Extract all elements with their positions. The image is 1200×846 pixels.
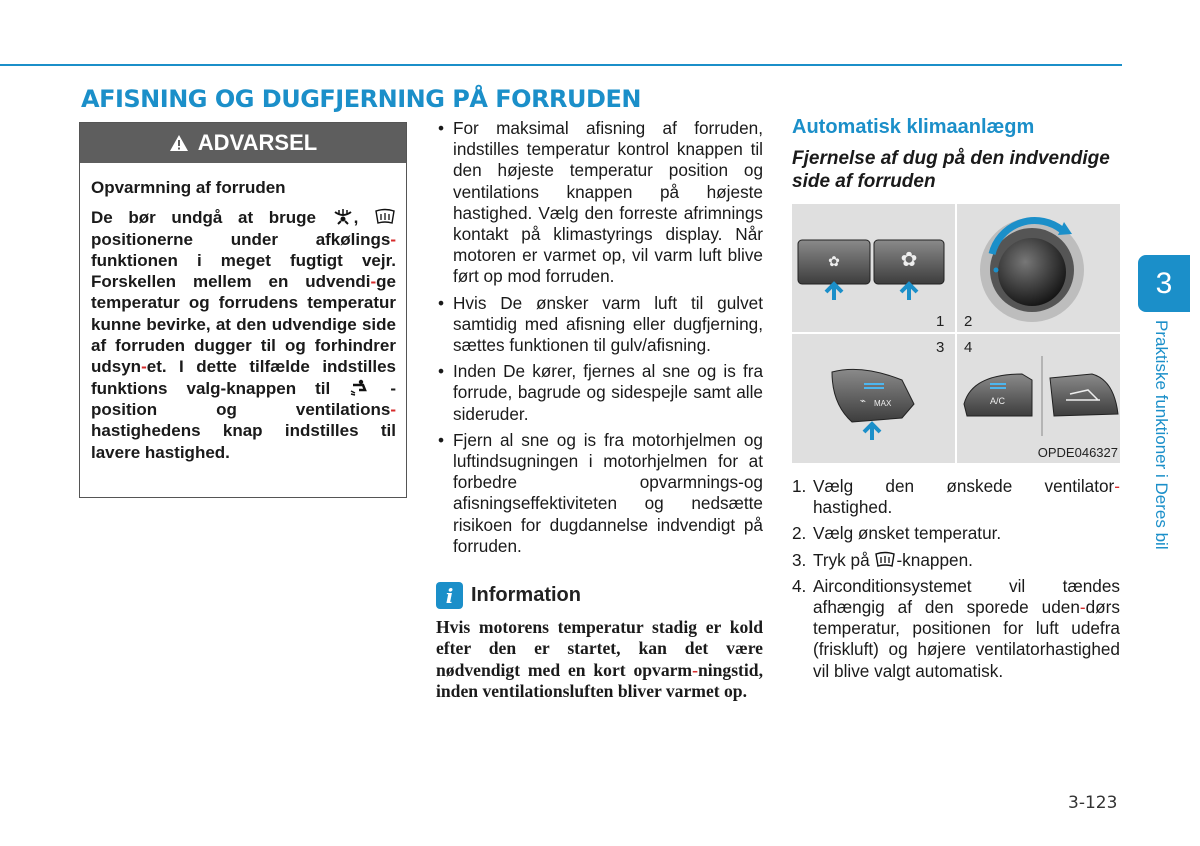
temperature-knob	[980, 218, 1084, 322]
warning-box	[79, 122, 407, 498]
arrow-up-icon	[864, 424, 880, 440]
max-defrost-button	[832, 369, 914, 422]
floor-mode-icon	[349, 379, 371, 396]
warning-triangle-icon	[169, 134, 189, 152]
info-icon: i	[436, 582, 463, 609]
climate-control-figure	[792, 204, 1120, 463]
bullet-list	[436, 118, 763, 557]
front-defrost-icon	[374, 208, 396, 225]
list-item: • Fjern al sne og is fra motorhjelmen og luftindsugningen i motorhjelmen for at forbedre opvarmnings-og afisningseffektiviteten og nedsætte risikoen for dugdannelse indvendigt på forruden.	[436, 430, 763, 557]
information-heading: Information	[471, 584, 581, 607]
top-rule	[0, 64, 1122, 66]
middle-column	[436, 118, 763, 702]
svg-text:⌁: ⌁	[860, 396, 867, 407]
section-subtitle: Fjernelse af dug på den indvendige side af forruden	[792, 148, 1110, 192]
page-number: 3-123	[1068, 793, 1118, 813]
callout-4: 4	[964, 339, 973, 356]
ac-button	[964, 374, 1032, 416]
recirculation-button	[1050, 374, 1118, 416]
arrow-up-icon	[826, 284, 842, 300]
front-defrost-icon	[874, 551, 896, 568]
information-text: Hvis motorens temperatur stadig er kold efter den er startet, kan det være nødvendigt med en kort opvarm-ningstid, inden ventilationsluften bliver varmet op.	[436, 617, 763, 701]
list-item: • For maksimal afisning af forruden, indstilles temperatur kontrol knappen til den højeste temperatur position og ventilations knappen på højeste hastighed. Vælg den forreste afrimnings kontakt på klimastyrings display. Når motoren er varmet op, vil varm luft blive ført op mod forruden.	[436, 118, 763, 288]
fan-down-button	[798, 240, 870, 284]
figure-code: OPDE046327	[1037, 445, 1118, 460]
list-item: 2. Vælg ønsket temperatur.	[792, 523, 1002, 544]
page-title: AFISNING OG DUGFJERNING PÅ FORRUDEN	[81, 85, 641, 113]
information-header	[436, 582, 763, 609]
list-item: 1. Vælg den ønskede ventilator- hastighed.	[792, 476, 1120, 518]
svg-text:✿: ✿	[828, 254, 840, 270]
arrow-up-icon	[901, 284, 917, 300]
climate-panel-illustration	[792, 204, 1120, 463]
section-title: Automatisk klimaanlægm	[792, 116, 1035, 138]
fan-up-button	[874, 240, 944, 284]
svg-text:A/C: A/C	[990, 396, 1006, 406]
defrost-floor-mode-icon	[332, 208, 354, 225]
chapter-label: Praktiske funktioner i Deres bil	[1152, 320, 1171, 550]
warning-subheading: Opvarmning af forruden	[91, 178, 286, 197]
warning-text: De bør undgå at bruge , positionerne under afkølings- funktionen i meget fugtigt vejr. Forskellen mellem en udvendi-ge temperatur og forrudens temperatur kunne bevirke, at den udvendige side af forruden dugger til og forhindrer udsyn-et. I dette tilfælde indstilles funktions valg-knappen til - position og ventilations- hastighedens knap indstilles til lavere hastighed.	[91, 208, 397, 462]
list-item: 3. Tryk på -knappen.	[792, 549, 973, 570]
list-item: • Inden De kører, fjernes al sne og is fra forrude, bagrude og sidespejle samt alle sideruder.	[436, 361, 763, 425]
list-item: • Hvis De ønsker varm luft til gulvet samtidig med afisning eller dugfjerning, sættes funktionen til gulv/afisning.	[436, 293, 763, 357]
callout-2: 2	[964, 313, 973, 330]
list-item: 4. Airconditionsystemet vil tændes afhængig af den sporede uden-dørs temperatur, positionen for luft udefra (friskluft) og højere ventilatorhastighed vil blive valgt automatisk.	[792, 575, 1120, 681]
right-column-header	[792, 116, 1120, 193]
warning-heading: ADVARSEL	[197, 130, 318, 155]
warning-header	[80, 123, 406, 163]
callout-1: 1	[936, 313, 945, 330]
svg-text:MAX: MAX	[874, 399, 892, 408]
steps-list	[792, 476, 1120, 687]
svg-text:✿: ✿	[900, 247, 918, 271]
chapter-tab: 3	[1138, 255, 1190, 312]
callout-3: 3	[936, 339, 945, 356]
